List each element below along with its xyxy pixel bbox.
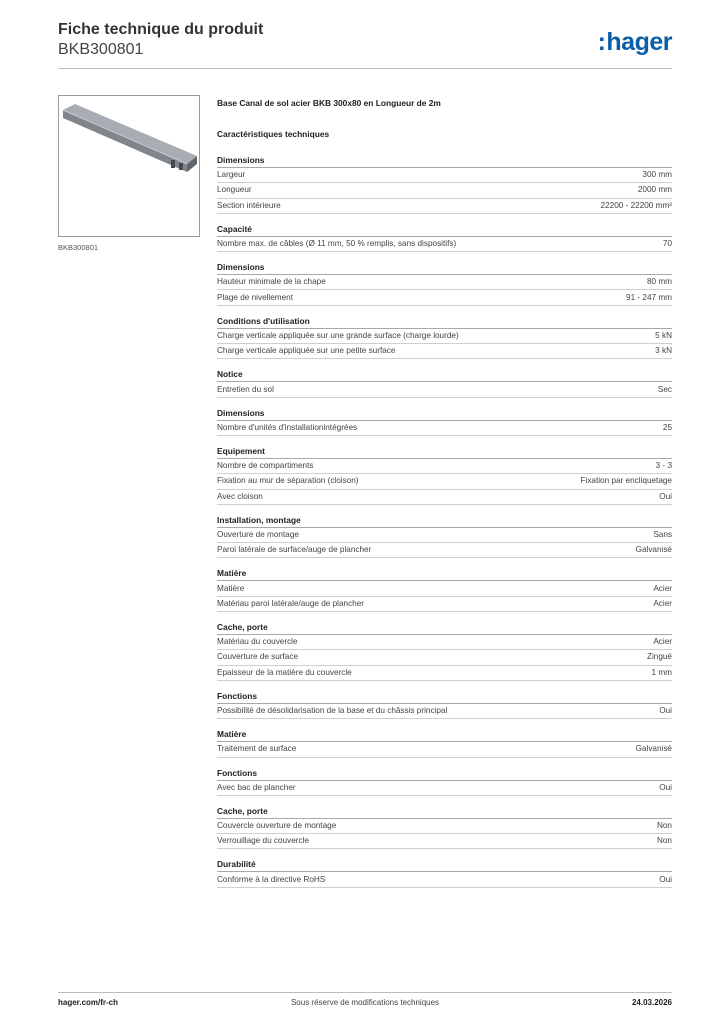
spec-value: Sans (653, 530, 672, 539)
spec-label: Hauteur minimale de la chape (217, 277, 326, 287)
spec-row (217, 183, 672, 198)
spec-group-title: Dimensions (217, 407, 672, 421)
spec-value: Non (656, 836, 672, 846)
spec-group (217, 368, 672, 397)
spec-group (217, 767, 672, 796)
spec-group-title: Matière (217, 567, 672, 581)
page-footer (58, 998, 672, 1012)
spec-label: Plage de nivellement (217, 292, 294, 302)
product-image (58, 95, 200, 237)
spec-row (217, 474, 672, 489)
spec-row (217, 704, 672, 719)
spec-group-title: Durabilité (217, 858, 672, 872)
spec-group (217, 514, 672, 559)
spec-label: Charge verticale appliquée sur une grande surface (charge lourde) (217, 330, 459, 340)
spec-label: Verrouillage du couvercle (217, 836, 309, 846)
spec-group (217, 805, 672, 850)
spec-group (217, 261, 672, 306)
spec-group (217, 858, 672, 887)
page-title: Fiche technique du produit (58, 21, 264, 38)
spec-row (217, 290, 672, 305)
spec-value: Galvanisé (635, 545, 672, 555)
spec-row (217, 834, 672, 849)
section-heading: Caractéristiques techniques (217, 129, 330, 139)
spec-row (217, 528, 672, 543)
spec-value: 25 (662, 422, 672, 432)
spec-row (217, 581, 672, 596)
spec-label: Matériau paroi latérale/auge de plancher (217, 598, 365, 608)
spec-row (217, 490, 672, 505)
spec-group-title: Cache, porte (217, 805, 672, 819)
spec-groups (217, 154, 672, 888)
spec-value: Non (656, 820, 672, 830)
spec-value: 80 mm (646, 277, 672, 287)
spec-row (217, 597, 672, 612)
spec-group (217, 445, 672, 505)
spec-group (217, 621, 672, 681)
spec-row (217, 872, 672, 887)
spec-value: 3 kN (655, 346, 672, 356)
spec-row (217, 666, 672, 681)
spec-label: Avec bac de plancher (217, 782, 296, 792)
spec-row (217, 421, 672, 436)
spec-group-title: Notice (217, 368, 672, 382)
spec-label: Conforme à la directive RoHS (217, 874, 326, 884)
spec-label: Charge verticale appliquée sur une petite surface (217, 346, 396, 356)
spec-group (217, 567, 672, 612)
spec-label: Paroi latérale de surface/auge de plancher (217, 545, 372, 555)
spec-value: 1 mm (651, 667, 672, 677)
spec-row (217, 543, 672, 558)
spec-group-title: Cache, porte (217, 621, 672, 635)
floor-duct-illustration (59, 96, 199, 236)
spec-value: Acier (653, 583, 672, 593)
spec-group-title: Matière (217, 728, 672, 742)
logo-mark-icon: : (597, 28, 606, 56)
spec-group (217, 728, 672, 757)
spec-value: Sec (657, 384, 672, 394)
footer-disclaimer: Sous réserve de modifications techniques (290, 998, 440, 1007)
spec-label: Nombre de compartiments (217, 461, 314, 471)
product-image-caption: BKB300801 (58, 243, 99, 252)
spec-label: Longueur (217, 185, 252, 195)
spec-row (217, 168, 672, 183)
product-reference: BKB300801 (58, 41, 144, 58)
footer-website: hager.com/fr-ch (58, 998, 119, 1007)
spec-value: 300 mm (642, 170, 672, 180)
spec-group-title: Dimensions (217, 261, 672, 275)
spec-row (217, 819, 672, 834)
product-name: Base Canal de sol acier BKB 300x80 en Longueur de 2m (217, 98, 441, 108)
spec-group-title: Conditions d'utilisation (217, 315, 672, 329)
spec-row (217, 275, 672, 290)
spec-value: Oui (659, 706, 672, 716)
spec-label: Largeur (217, 170, 246, 180)
spec-value: Galvanisé (635, 744, 672, 754)
spec-label: Ouverture de montage (217, 530, 299, 539)
footer-date: 24.03.2026 (631, 998, 672, 1007)
spec-group-title: Equipement (217, 445, 672, 459)
spec-group (217, 690, 672, 719)
spec-row (217, 650, 672, 665)
spec-label: Couverture de surface (217, 652, 299, 662)
spec-value: Oui (659, 874, 672, 884)
spec-label: Nombre d'unités d'installationintégrées (217, 422, 358, 432)
spec-label: Epaisseur de la matière du couvercle (217, 667, 352, 677)
spec-group (217, 223, 672, 252)
spec-label: Traitement de surface (217, 744, 297, 754)
spec-value: 3 - 3 (655, 461, 672, 471)
spec-label: Matériau du couvercle (217, 637, 298, 647)
spec-label: Matière (217, 583, 245, 593)
header-divider (58, 68, 672, 69)
spec-label: Couvercle ouverture de montage (217, 820, 337, 830)
spec-row (217, 329, 672, 344)
spec-row (217, 459, 672, 474)
hager-logo (598, 28, 672, 57)
spec-group (217, 154, 672, 214)
spec-content (217, 96, 672, 897)
spec-label: Avec cloison (217, 491, 263, 501)
spec-value: Oui (659, 491, 672, 501)
spec-value: Oui (659, 782, 672, 792)
spec-group-title: Dimensions (217, 154, 672, 168)
spec-label: Nombre max. de câbles (Ø 11 mm, 50 % remplis, sans dispositifs) (217, 239, 457, 249)
spec-label: Possibilité de désolidarisation de la base et du châssis principal (217, 706, 448, 716)
spec-row (217, 635, 672, 650)
footer-divider (58, 992, 672, 993)
spec-group-title: Capacité (217, 223, 672, 237)
spec-value: Acier (653, 637, 672, 647)
spec-value: 5 kN (655, 330, 672, 340)
spec-group-title: Installation, montage (217, 514, 672, 528)
spec-value: 2000 mm (637, 185, 672, 195)
spec-group-title: Fonctions (217, 690, 672, 704)
spec-value: Zingué (646, 652, 672, 662)
spec-value: Fixation par encliquetage (580, 476, 672, 486)
spec-value: 22200 - 22200 mm² (600, 200, 672, 210)
spec-value: 70 (662, 239, 672, 249)
spec-group (217, 315, 672, 360)
spec-row (217, 742, 672, 757)
spec-label: Fixation au mur de séparation (cloison) (217, 476, 359, 486)
spec-row (217, 199, 672, 214)
spec-row (217, 382, 672, 397)
spec-value: Acier (653, 598, 672, 608)
spec-row (217, 781, 672, 796)
spec-group (217, 407, 672, 436)
spec-label: Entretien du sol (217, 384, 274, 394)
logo-text: hager (606, 28, 672, 56)
spec-label: Section intérieure (217, 200, 281, 210)
spec-row (217, 237, 672, 252)
spec-value: 91 - 247 mm (626, 292, 672, 302)
spec-group-title: Fonctions (217, 767, 672, 781)
page-header (58, 20, 672, 68)
spec-row (217, 344, 672, 359)
